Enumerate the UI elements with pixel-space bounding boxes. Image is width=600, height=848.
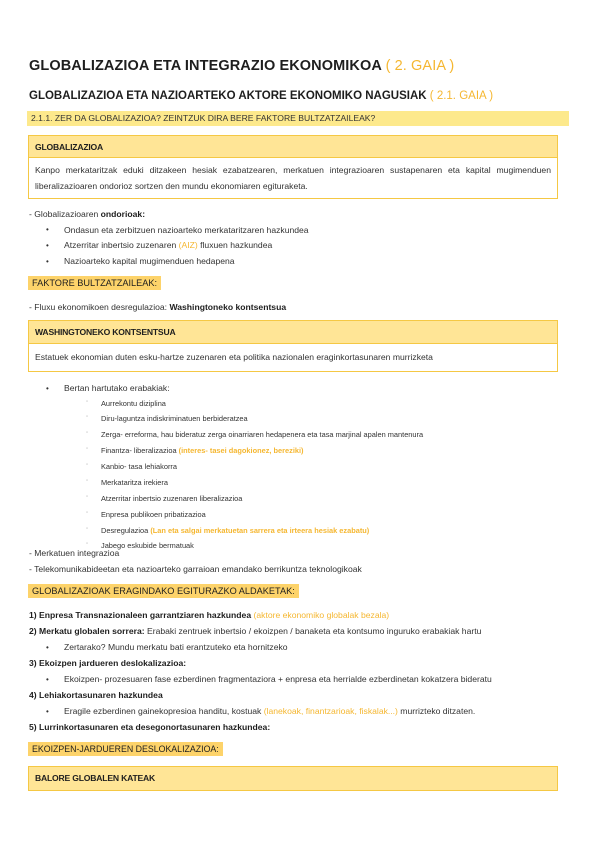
deslokalizazioa-heading-tag: EKOIZPEN-JARDUEREN DESLOKALIZAZIOA: <box>28 742 223 756</box>
bullet-icon: • <box>46 241 49 250</box>
list-item: Desregulazioa (Lan eta salgai merkatuetan sarrera eta irteera hesiak ezabatu) <box>101 526 370 535</box>
list-item: Zertarako? Mundu merkatu bati erantzuteko eta hornitzeko <box>64 642 288 652</box>
subtitle: GLOBALIZAZIOA ETA NAZIOARTEKO AKTORE EKONOMIKO NAGUSIAK ( 2.1. GAIA ) <box>29 90 494 102</box>
list-item: Ondasun eta zerbitzuen nazioarteko merkataritzaren hazkundea <box>64 225 309 235</box>
box-body: Estatuek ekonomian duten esku-hartze zuzenaren eta politika nazionalen eraginkortasunaren murrizketa <box>35 352 433 362</box>
square-bullet-icon: ▫ <box>86 399 89 405</box>
box-heading: WASHINGTONEKO KONTSENTSUA <box>29 321 557 344</box>
box-body: Kanpo merkataritzak eduki ditzakeen hesiak ezabatzearen, merkatuen integrazioaren sustapenaren eta kapital mugimenduen liberalizazioaren ondorioz sortzen den mundu ekonomiaren egituraketa. <box>35 165 551 191</box>
factor-line: - Telekomunikabideetan eta nazioarteko garraioan emandako berrikuntza teknologikoak <box>29 564 362 574</box>
numbered-item: 1) Enpresa Transnazionaleen garrantziaren hazkundea (aktore ekonomiko globalak bezala) <box>29 610 390 620</box>
numbered-item: 2) Merkatu globalen sorrera: Erabaki zentruek inbertsio / ekoizpen / banaketa eta kontsumo inguruko erabakiak hartu <box>29 626 482 636</box>
square-bullet-icon: ▫ <box>86 462 89 468</box>
list-item: Finantza- liberalizazioa (interes- tasei dagokionez, bereziki) <box>101 446 304 455</box>
list-item: Zerga- erreforma, hau bideratuz zerga oinarriaren hedapenera eta tasa marjinal apalen mantenura <box>101 430 424 439</box>
factor-line: - Merkatuen integrazioa <box>29 548 120 558</box>
list-item: Nazioarteko kapital mugimenduen hedapena <box>64 256 235 266</box>
section-heading: 2.1.1. ZER DA GLOBALIZAZIOA? ZEINTZUK DIRA BERE FAKTORE BULTZATZAILEAK? <box>27 111 569 126</box>
list-item: Eragile ezberdinen gainekopresioa handitu, kostuak (lanekoak, finantzarioak, fiskalak...) murrizteko ditzaten. <box>64 706 476 716</box>
globalizazioa-definition-box <box>28 135 558 199</box>
bullet-icon: • <box>46 643 49 652</box>
box-heading: GLOBALIZAZIOA <box>29 136 557 158</box>
box-heading: BALORE GLOBALEN KATEAK <box>29 767 557 789</box>
list-item: Diru-laguntza indiskriminatuen berbideratzea <box>101 414 248 423</box>
list-item: Atzerritar inbertsio zuzenaren liberalizazioa <box>101 494 243 503</box>
list-item: Merkataritza irekiera <box>101 478 168 487</box>
square-bullet-icon: ▫ <box>86 541 89 547</box>
bullet-icon: • <box>46 707 49 716</box>
numbered-item: 4) Lehiakortasunaren hazkundea <box>29 690 163 700</box>
page-title: GLOBALIZAZIOA ETA INTEGRAZIO EKONOMIKOA ( 2. GAIA ) <box>29 58 455 74</box>
square-bullet-icon: ▫ <box>86 494 89 500</box>
list-item: Ekoizpen- prozesuaren fase ezberdinen fragmentaziora + enpresa eta herrialde ezberdinetan kokatzera bideratu <box>64 674 492 684</box>
subtitle-tag: ( 2.1. GAIA ) <box>429 90 494 102</box>
bullet-icon: • <box>46 257 49 266</box>
numbered-item: 5) Lurrinkortasunaren eta desegonortasunaren hazkundea: <box>29 722 271 732</box>
flux-line: - Fluxu ekonomikoen desregulazioa: Washingtoneko kontsentsua <box>29 302 287 312</box>
numbered-item: 3) Ekoizpen jardueren deslokalizazioa: <box>29 658 187 668</box>
aldaketak-heading-tag: GLOBALIZAZIOAK ERAGINDAKO EGITURAZKO ALDAKETAK: <box>28 584 299 598</box>
list-item: Jabego eskubide bermatuak <box>101 541 194 550</box>
faktore-heading-tag: FAKTORE BULTZATZAILEAK: <box>28 276 161 290</box>
ondorioak-label: - Globalizazioaren ondorioak: <box>29 209 146 219</box>
square-bullet-icon: ▫ <box>86 526 89 532</box>
washington-definition-box <box>28 320 558 372</box>
square-bullet-icon: ▫ <box>86 446 89 452</box>
list-item: Enpresa publikoen pribatizazioa <box>101 510 206 519</box>
list-item: Aurrekontu diziplina <box>101 399 166 408</box>
list-item: Kanbio- tasa lehiakorra <box>101 462 178 471</box>
bullet-icon: • <box>46 225 49 234</box>
erabakiak-label: Bertan hartutako erabakiak: <box>64 383 170 393</box>
square-bullet-icon: ▫ <box>86 510 89 516</box>
bullet-icon: • <box>46 675 49 684</box>
square-bullet-icon: ▫ <box>86 414 89 420</box>
bullet-icon: • <box>46 384 49 393</box>
square-bullet-icon: ▫ <box>86 478 89 484</box>
balore-globalen-box <box>28 766 558 791</box>
page-title-tag: ( 2. GAIA ) <box>385 58 455 74</box>
list-item: Atzerritar inbertsio zuzenaren (AIZ) fluxuen hazkundea <box>64 240 273 250</box>
square-bullet-icon: ▫ <box>86 430 89 436</box>
